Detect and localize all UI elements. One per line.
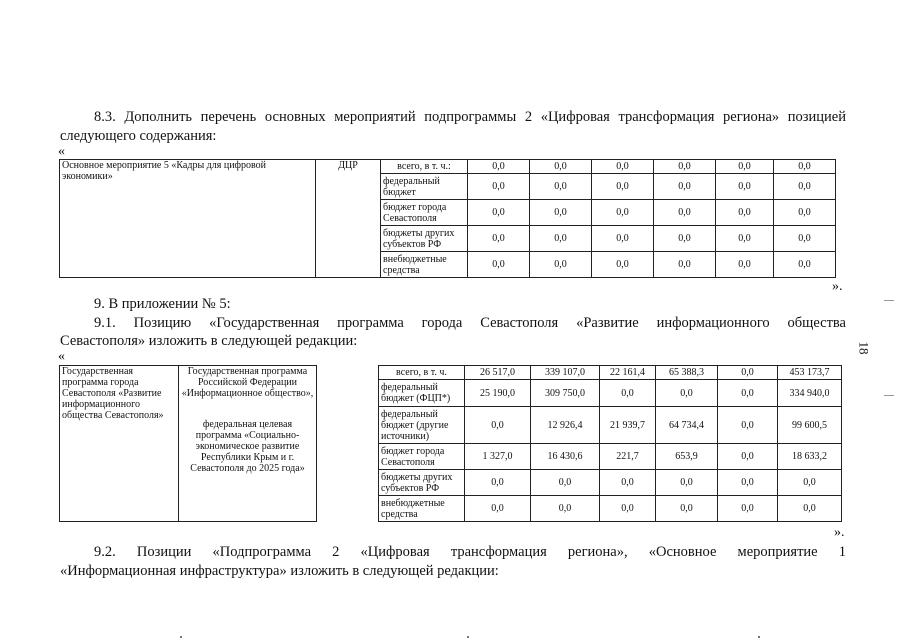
section-9-2-line2: «Информационная инфраструктура» изложить в следующей редакции: bbox=[60, 563, 499, 579]
table-1 bbox=[59, 159, 836, 278]
scan-speck bbox=[758, 636, 760, 638]
section-9-2-line1: 9.2. Позиции «Подпрограмма 2 «Цифровая трансформация региона», «Основное мероприятие 1 bbox=[94, 544, 846, 560]
value-cell: 0,0 bbox=[718, 366, 778, 380]
value-cell: 0,0 bbox=[531, 470, 600, 496]
federal-program-cell bbox=[179, 366, 317, 522]
table-row bbox=[60, 366, 842, 380]
row-label: внебюджетные средства bbox=[381, 252, 468, 278]
section-8-3-line1: 8.3. Дополнить перечень основных мероприятий подпрограммы 2 «Цифровая трансформация региона» позицией bbox=[94, 109, 846, 125]
value-cell: 26 517,0 bbox=[465, 366, 531, 380]
value-cell: 0,0 bbox=[592, 200, 654, 226]
section-9-heading: 9. В приложении № 5: bbox=[94, 296, 231, 312]
margin-rule bbox=[884, 300, 894, 301]
value-cell: 0,0 bbox=[716, 200, 774, 226]
table-row bbox=[60, 160, 836, 174]
value-cell: 0,0 bbox=[774, 226, 836, 252]
value-cell: 0,0 bbox=[716, 160, 774, 174]
open-quote: « bbox=[58, 349, 65, 364]
value-cell: 0,0 bbox=[778, 496, 842, 522]
page-number: 18 bbox=[856, 341, 872, 355]
value-cell: 0,0 bbox=[774, 174, 836, 200]
value-cell: 0,0 bbox=[774, 160, 836, 174]
table-2 bbox=[59, 365, 842, 522]
value-cell: 0,0 bbox=[465, 407, 531, 444]
row-label: всего, в т. ч. bbox=[379, 366, 465, 380]
value-cell: 16 430,6 bbox=[531, 444, 600, 470]
row-label: федеральный бюджет (ФЦП*) bbox=[379, 380, 465, 407]
section-8-3-line2: следующего содержания: bbox=[60, 128, 217, 144]
value-cell: 0,0 bbox=[468, 160, 530, 174]
value-cell: 65 388,3 bbox=[656, 366, 718, 380]
value-cell: 0,0 bbox=[530, 226, 592, 252]
value-cell: 0,0 bbox=[600, 496, 656, 522]
value-cell: 0,0 bbox=[654, 160, 716, 174]
margin-rule bbox=[884, 395, 894, 396]
value-cell: 0,0 bbox=[592, 252, 654, 278]
value-cell: 653,9 bbox=[656, 444, 718, 470]
row-label: бюджет города Севастополя bbox=[381, 200, 468, 226]
scan-speck bbox=[467, 636, 469, 638]
value-cell: 0,0 bbox=[718, 470, 778, 496]
program-cell: Государственная программа города Севастополя «Развитие информационного общества Севастополя» bbox=[60, 366, 179, 522]
value-cell: 21 939,7 bbox=[600, 407, 656, 444]
close-quote-2: ». bbox=[834, 525, 845, 540]
section-9-1-line1: 9.1. Позицию «Государственная программа города Севастополя «Развитие информационного общества bbox=[94, 315, 846, 331]
value-cell: 221,7 bbox=[600, 444, 656, 470]
value-cell: 0,0 bbox=[530, 200, 592, 226]
row-label: внебюджетные средства bbox=[379, 496, 465, 522]
value-cell: 0,0 bbox=[716, 226, 774, 252]
value-cell: 0,0 bbox=[656, 380, 718, 407]
value-cell: 0,0 bbox=[530, 252, 592, 278]
section-9-1-line2: Севастополя» изложить в следующей редакции: bbox=[60, 333, 358, 349]
value-cell: 339 107,0 bbox=[531, 366, 600, 380]
value-cell: 0,0 bbox=[716, 174, 774, 200]
open-quote: « bbox=[58, 144, 65, 159]
value-cell: 0,0 bbox=[465, 470, 531, 496]
value-cell: 0,0 bbox=[592, 160, 654, 174]
value-cell: 453 173,7 bbox=[778, 366, 842, 380]
value-cell: 0,0 bbox=[592, 174, 654, 200]
activity-cell: Основное мероприятие 5 «Кадры для цифровой экономики» bbox=[60, 160, 316, 278]
value-cell: 0,0 bbox=[654, 252, 716, 278]
value-cell: 0,0 bbox=[716, 252, 774, 278]
empty-cell bbox=[317, 366, 379, 522]
row-label: бюджет города Севастополя bbox=[379, 444, 465, 470]
value-cell: 0,0 bbox=[654, 200, 716, 226]
row-label: федеральный бюджет (другие источники) bbox=[379, 407, 465, 444]
value-cell: 0,0 bbox=[465, 496, 531, 522]
value-cell: 0,0 bbox=[656, 496, 718, 522]
value-cell: 0,0 bbox=[654, 174, 716, 200]
value-cell: 0,0 bbox=[468, 174, 530, 200]
value-cell: 0,0 bbox=[718, 496, 778, 522]
value-cell: 0,0 bbox=[600, 380, 656, 407]
row-label: бюджеты других субъектов РФ bbox=[381, 226, 468, 252]
value-cell: 0,0 bbox=[774, 200, 836, 226]
value-cell: 22 161,4 bbox=[600, 366, 656, 380]
row-label: бюджеты других субъектов РФ bbox=[379, 470, 465, 496]
value-cell: 0,0 bbox=[530, 160, 592, 174]
federal-program-2: федеральная целевая программа «Социально-экономическое развитие Республики Крым и г. Севастополя до 2025 года» bbox=[190, 419, 305, 474]
value-cell: 0,0 bbox=[774, 252, 836, 278]
value-cell: 0,0 bbox=[656, 470, 718, 496]
value-cell: 309 750,0 bbox=[531, 380, 600, 407]
value-cell: 0,0 bbox=[600, 470, 656, 496]
value-cell: 0,0 bbox=[654, 226, 716, 252]
value-cell: 0,0 bbox=[778, 470, 842, 496]
value-cell: 0,0 bbox=[531, 496, 600, 522]
value-cell: 25 190,0 bbox=[465, 380, 531, 407]
value-cell: 1 327,0 bbox=[465, 444, 531, 470]
value-cell: 0,0 bbox=[718, 380, 778, 407]
value-cell: 18 633,2 bbox=[778, 444, 842, 470]
value-cell: 0,0 bbox=[530, 174, 592, 200]
close-quote-1: ». bbox=[832, 279, 843, 294]
value-cell: 0,0 bbox=[592, 226, 654, 252]
value-cell: 0,0 bbox=[718, 444, 778, 470]
row-label: всего, в т. ч.: bbox=[381, 160, 468, 174]
value-cell: 12 926,4 bbox=[531, 407, 600, 444]
value-cell: 0,0 bbox=[468, 200, 530, 226]
value-cell: 0,0 bbox=[468, 226, 530, 252]
value-cell: 334 940,0 bbox=[778, 380, 842, 407]
row-label: федеральный бюджет bbox=[381, 174, 468, 200]
value-cell: 0,0 bbox=[718, 407, 778, 444]
value-cell: 64 734,4 bbox=[656, 407, 718, 444]
executor-cell: ДЦР bbox=[316, 160, 381, 278]
federal-program-1: Государственная программа Российской Федерации «Информационное общество», bbox=[181, 366, 314, 399]
value-cell: 0,0 bbox=[468, 252, 530, 278]
scan-speck bbox=[180, 636, 182, 638]
value-cell: 99 600,5 bbox=[778, 407, 842, 444]
